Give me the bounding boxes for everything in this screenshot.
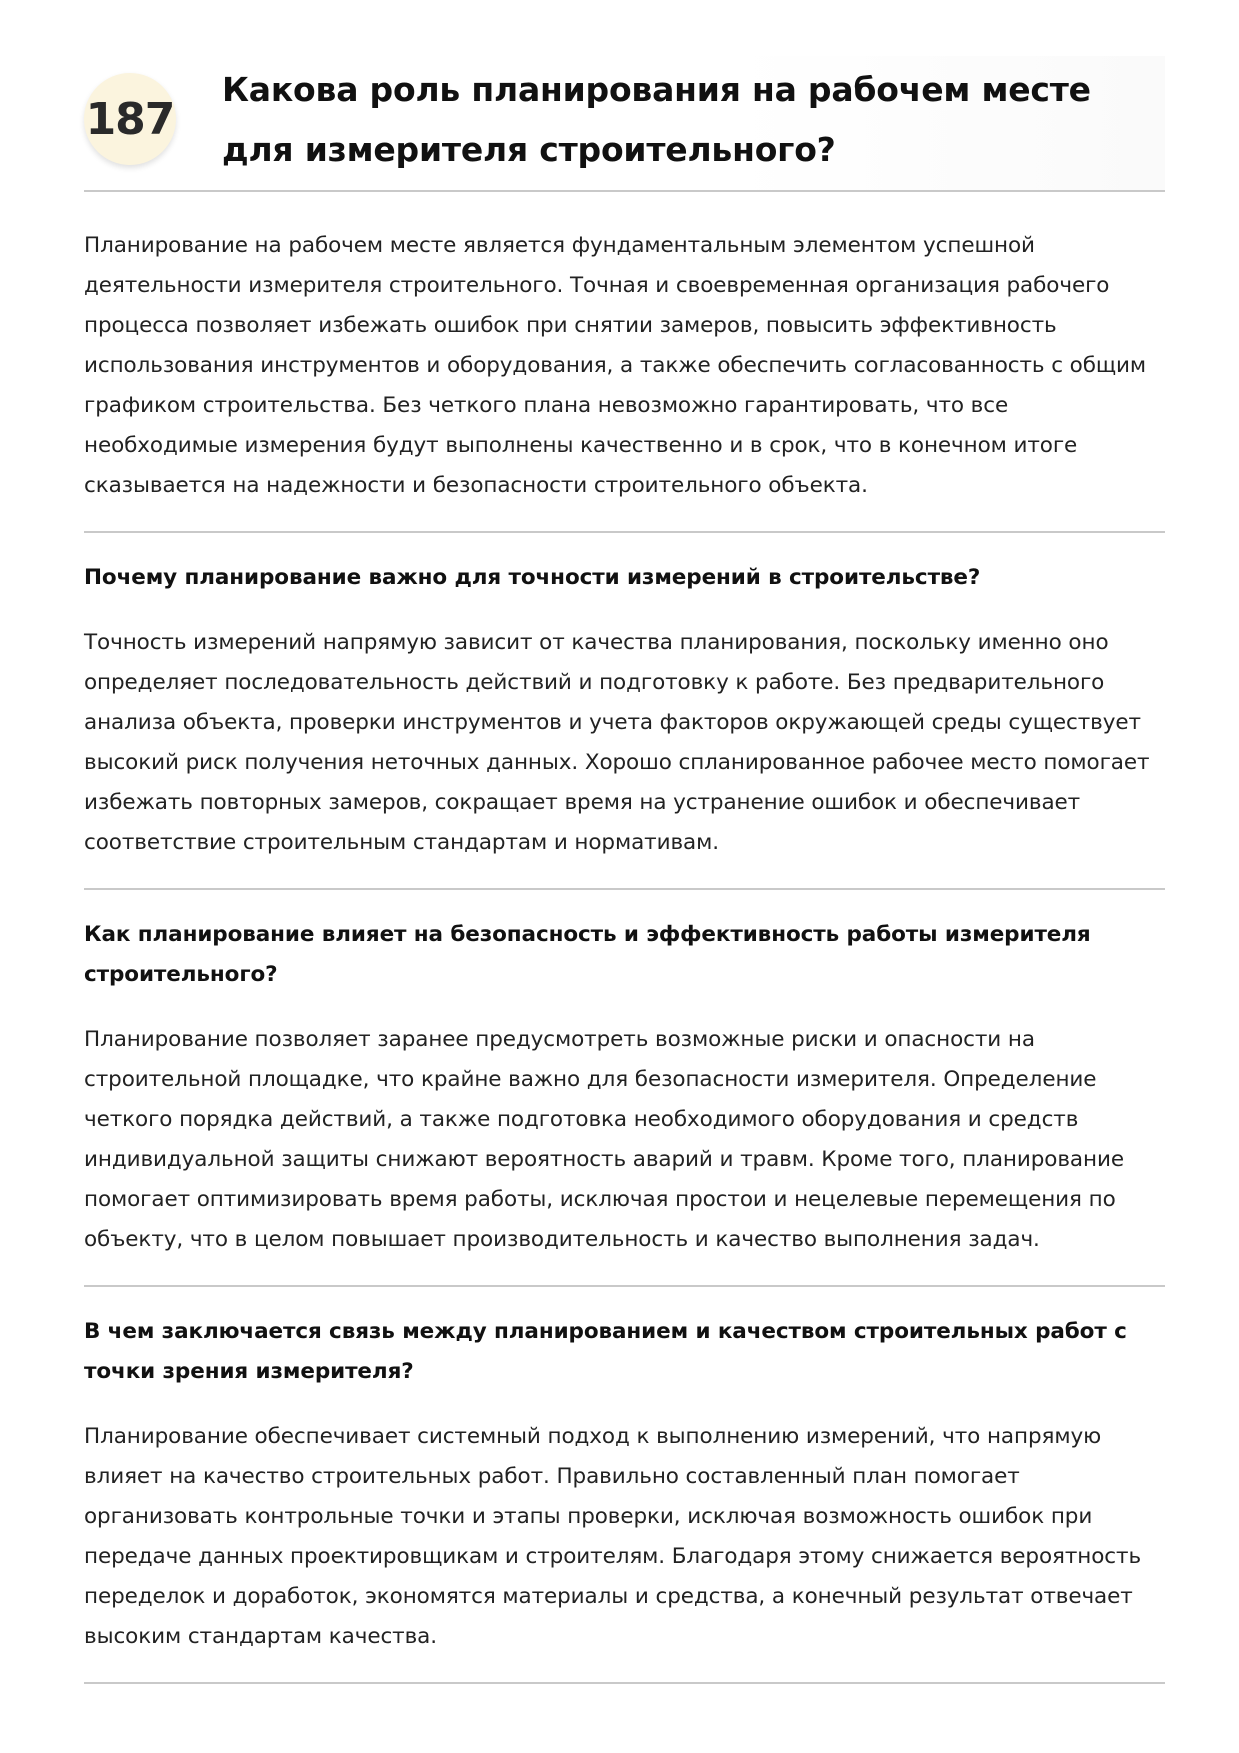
intro-paragraph: Планирование на рабочем месте является фундаментальным элементом успешной деятельности измерителя строительного. Точная и своевременная организация рабочего процесса позволяет избежать ошибок при снятии замеров, повысить эффективность использования инструментов и оборудования, а также обеспечить согласованность с общим графиком строительства. Без четкого плана невозможно гарантировать, что все необходимые измерения будут выполнены качественно и в срок, что в конечном итоге сказывается на надежности и безопасности строительного объекта. [84,233,1147,498]
section-answer: Планирование позволяет заранее предусмотреть возможные риски и опасности на строительной площадке, что крайне важно для безопасности измерителя. Определение четкого порядка действий, а также подготовка необходимого оборудования и средств индивидуальной защиты снижают вероятность аварий и травм. Кроме того, планирование помогает оптимизировать время работы, исключая простои и нецелевые перемещения по объекту, что в целом повышает производительность и качество выполнения задач. [84,1027,1124,1252]
section-divider [84,888,1165,890]
section-answer: Планирование обеспечивает системный подход к выполнению измерений, что напрямую влияет на качество строительных работ. Правильно составленный план помогает организовать контрольные точки и этапы проверки, исключая возможность ошибок при передаче данных проектировщикам и строителям. Благодаря этому снижается вероятность переделок и доработок, экономятся материалы и средства, а конечный результат отвечает высоким стандартам качества. [84,1424,1142,1649]
section-divider [84,1682,1165,1684]
section-answer: Точность измерений напрямую зависит от качества планирования, поскольку именно оно определяет последовательность действий и подготовку к работе. Без предварительного анализа объекта, проверки инструментов и учета факторов окружающей среды существует высокий риск получения неточных данных. Хорошо спланированное рабочее место помогает избежать повторных замеров, сокращает время на устранение ошибок и обеспечивает соответствие строительным стандартам и нормативам. [84,630,1150,855]
section-divider [84,531,1165,533]
page-title: Какова роль планирования на рабочем месте для измерителя строительного? [222,70,1091,169]
section-question: Как планирование влияет на безопасность и эффективность работы измерителя строительного? [84,922,1091,987]
section-question: Почему планирование важно для точности измерений в строительстве? [84,565,981,590]
section-divider [84,1285,1165,1287]
document-page [84,56,1165,1684]
question-number-badge: 187 [84,73,176,165]
qa-section-2 [84,915,1165,1260]
page-header [84,56,1165,192]
qa-section-3 [84,1312,1165,1657]
section-question: В чем заключается связь между планированием и качеством строительных работ с точки зрения измерителя? [84,1319,1127,1384]
qa-section-1 [84,558,1165,863]
